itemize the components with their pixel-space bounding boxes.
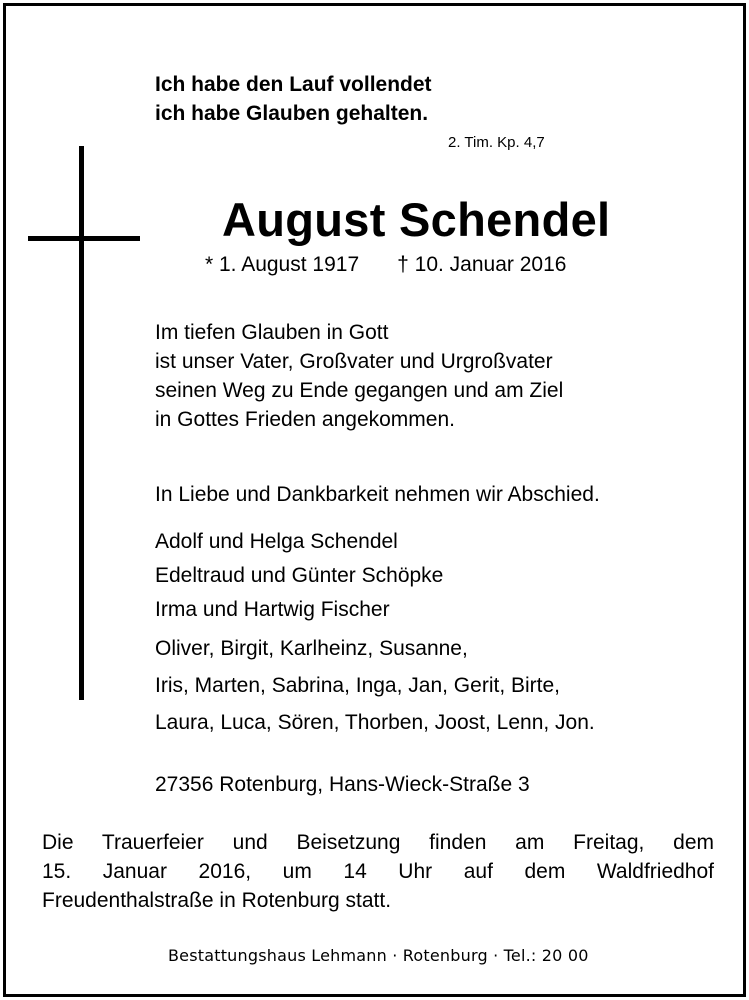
mourner-line: Adolf und Helga Schendel <box>155 530 398 553</box>
bible-quote <box>155 70 432 128</box>
deceased-name: August Schendel <box>222 193 611 246</box>
family-address: 27356 Rotenburg, Hans-Wieck-Straße 3 <box>155 773 530 796</box>
birth-date: * 1. August 1917 <box>205 253 360 276</box>
message-text <box>155 318 563 434</box>
mourner-line: Edeltraud und Günter Schöpke <box>155 564 444 587</box>
funeral-home-footer: Bestattungshaus Lehmann · Rotenburg · Tel.: 20 00 <box>168 946 589 965</box>
mourner-line: Oliver, Birgit, Karlheinz, Susanne, <box>155 637 468 660</box>
mourner-line: Irma und Hartwig Fischer <box>155 598 390 621</box>
quote-reference: 2. Tim. Kp. 4,7 <box>448 134 545 151</box>
message-line: Im tiefen Glauben in Gott <box>155 321 389 344</box>
funeral-notice <box>42 828 714 915</box>
funeral-line: Die Trauerfeier und Beisetzung finden am Freitag, dem <box>42 831 714 854</box>
farewell-text: In Liebe und Dankbarkeit nehmen wir Abschied. <box>155 483 600 506</box>
cross-icon <box>79 146 84 700</box>
mourners-grandchildren <box>155 630 595 741</box>
death-date: † 10. Januar 2016 <box>397 253 567 276</box>
quote-line: ich habe Glauben gehalten. <box>155 102 429 125</box>
mourner-line: Iris, Marten, Sabrina, Inga, Jan, Gerit, Birte, <box>155 674 560 697</box>
message-line: in Gottes Frieden angekommen. <box>155 408 455 431</box>
mourner-line: Laura, Luca, Sören, Thorben, Joost, Lenn, Jon. <box>155 711 595 734</box>
funeral-line: Freudenthalstraße in Rotenburg statt. <box>42 889 392 912</box>
cross-icon-bar <box>28 236 140 241</box>
mourners-couples <box>155 525 443 627</box>
funeral-line: 15. Januar 2016, um 14 Uhr auf dem Waldfriedhof <box>42 860 714 883</box>
quote-line: Ich habe den Lauf vollendet <box>155 73 432 96</box>
message-line: ist unser Vater, Großvater und Urgroßvater <box>155 350 553 373</box>
life-dates <box>205 253 566 277</box>
message-line: seinen Weg zu Ende gegangen und am Ziel <box>155 379 564 402</box>
